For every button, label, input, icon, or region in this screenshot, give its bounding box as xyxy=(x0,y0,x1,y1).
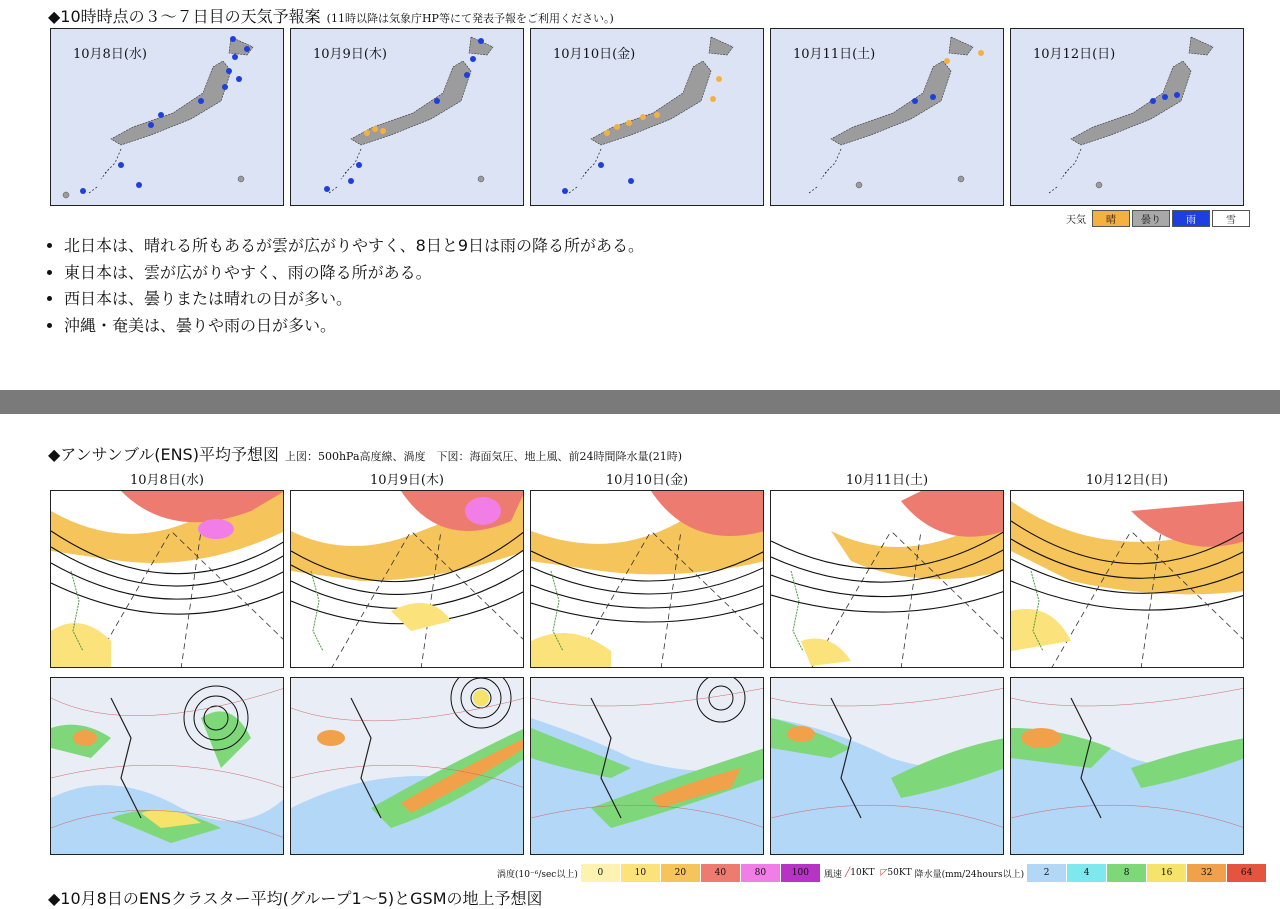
ensemble-date: 10月9日(木) xyxy=(370,473,444,488)
section-title-ensemble: ◆アンサンブル(ENS)平均予想図 上図：500hPa高度線、渦度 下図：海面気圧、地上風、前24時間降水量(21時) xyxy=(48,445,683,464)
contour-map-icon xyxy=(51,491,284,668)
vorticity-swatch: 20 xyxy=(661,864,701,882)
weather-map-day2[interactable] xyxy=(290,28,524,206)
lower-chart-day2[interactable] xyxy=(290,677,524,855)
precip-swatch: 4 xyxy=(1067,864,1107,882)
vorticity-swatch: 100 xyxy=(781,864,821,882)
surface-map-icon xyxy=(51,678,284,855)
surface-map-icon xyxy=(771,678,1004,855)
forecast-summary-list xyxy=(44,233,644,339)
section-note: (11時以降は気象庁HP等にて発表予報をご利用ください。) xyxy=(326,12,614,25)
legend-cloudy: 曇り xyxy=(1132,210,1170,227)
legend-label: 天気 xyxy=(1066,215,1086,226)
weather-map-day1[interactable] xyxy=(50,28,284,206)
map-date: 10月11日(土) xyxy=(793,47,876,62)
list-item: • 西日本は、曇りまたは晴れの日が多い。 xyxy=(64,286,644,313)
wind-pennant-icon: ◸ xyxy=(880,868,888,878)
contour-map-icon xyxy=(771,491,1004,668)
wind-10kt-label: 10KT xyxy=(850,868,875,878)
map-date: 10月12日(日) xyxy=(1033,47,1116,62)
ensemble-date: 10月12日(日) xyxy=(1085,473,1169,488)
legend-snow: 雪 xyxy=(1212,210,1250,227)
precip-swatch: 64 xyxy=(1227,864,1267,882)
upper-chart-day2[interactable] xyxy=(290,490,524,668)
precip-swatch: 16 xyxy=(1147,864,1187,882)
upper-chart-day3[interactable] xyxy=(530,490,764,668)
wind-label: 風速 xyxy=(823,869,842,880)
upper-chart-day4[interactable] xyxy=(770,490,1004,668)
section-title-cluster: ◆10月8日のENSクラスター平均(グループ1～5)とGSMの地上予想図 xyxy=(48,889,543,908)
wind-barb-icon: ╱ xyxy=(844,868,851,878)
lower-chart-day5[interactable] xyxy=(1010,677,1244,855)
lower-chart-row xyxy=(50,677,1244,855)
precip-swatch: 2 xyxy=(1027,864,1067,882)
map-date: 10月10日(金) xyxy=(553,47,636,62)
contour-map-icon xyxy=(531,491,764,668)
section-divider xyxy=(0,390,1280,414)
vorticity-swatch: 80 xyxy=(741,864,781,882)
ensemble-date: 10月11日(土) xyxy=(845,473,929,488)
legend-sunny: 晴 xyxy=(1092,210,1130,227)
ensemble-date-row xyxy=(50,469,1244,488)
upper-chart-row xyxy=(50,490,1244,668)
vorticity-label: 渦度(10⁻⁶/sec以上) xyxy=(497,869,578,880)
map-date: 10月9日(木) xyxy=(313,47,387,62)
map-date: 10月8日(水) xyxy=(73,47,147,62)
section-note: 上図：500hPa高度線、渦度 下図：海面気圧、地上風、前24時間降水量(21時) xyxy=(284,450,683,463)
wind-50kt-label: 50KT xyxy=(887,868,912,878)
surface-map-icon xyxy=(291,678,524,855)
section-title-weather-forecast: ◆10時時点の３～７日目の天気予報案 (11時以降は気象庁HP等にて発表予報をご利用ください。) xyxy=(48,7,614,26)
lower-chart-day4[interactable] xyxy=(770,677,1004,855)
weather-map-day4[interactable] xyxy=(770,28,1004,206)
lower-chart-day1[interactable] xyxy=(50,677,284,855)
lower-chart-day3[interactable] xyxy=(530,677,764,855)
ensemble-date: 10月8日(水) xyxy=(130,473,204,488)
weather-map-day5[interactable] xyxy=(1010,28,1244,206)
list-item: • 沖縄・奄美は、曇りや雨の日が多い。 xyxy=(64,313,644,340)
ensemble-date: 10月10日(金) xyxy=(605,473,689,488)
surface-map-icon xyxy=(1011,678,1244,855)
list-item: • 北日本は、晴れる所もあるが雲が広がりやすく、8日と9日は雨の降る所がある。 xyxy=(64,233,644,260)
list-item: • 東日本は、雲が広がりやすく、雨の降る所がある。 xyxy=(64,260,644,287)
vorticity-swatch: 10 xyxy=(621,864,661,882)
vorticity-swatch: 0 xyxy=(581,864,621,882)
vorticity-swatch: 40 xyxy=(701,864,741,882)
weather-map-day3[interactable] xyxy=(530,28,764,206)
legend-rain: 雨 xyxy=(1172,210,1210,227)
ensemble-legend xyxy=(494,864,1267,882)
precip-swatch: 8 xyxy=(1107,864,1147,882)
upper-chart-day5[interactable] xyxy=(1010,490,1244,668)
contour-map-icon xyxy=(291,491,524,668)
contour-map-icon xyxy=(1011,491,1244,668)
upper-chart-day1[interactable] xyxy=(50,490,284,668)
precip-label: 降水量(mm/24hours以上) xyxy=(914,869,1025,880)
surface-map-icon xyxy=(531,678,764,855)
weather-legend xyxy=(1066,210,1250,227)
precip-swatch: 32 xyxy=(1187,864,1227,882)
weather-map-row xyxy=(50,28,1244,206)
